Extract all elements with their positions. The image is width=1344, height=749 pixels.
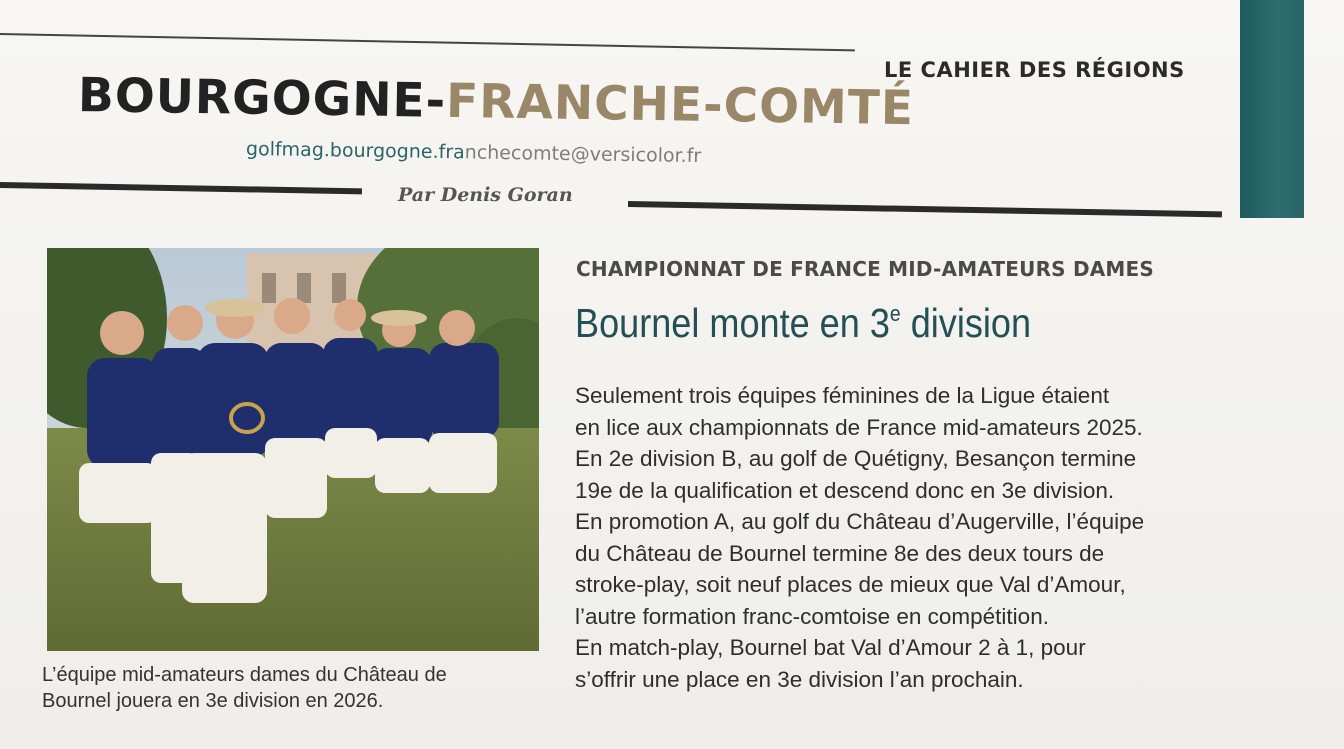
body-line: En promotion A, au golf du Château d’Augerville, l’équipe	[575, 509, 1145, 534]
body-line: En match-play, Bournel bat Val d’Amour 2 à 1, pour	[575, 635, 1086, 660]
photo-caption	[42, 662, 522, 714]
body-line: en lice aux championnats de France mid-amateurs 2025.	[575, 414, 1143, 440]
headline-pre: Bournel monte en 3	[575, 300, 890, 346]
body-line: Seulement trois équipes féminines de la Ligue étaient	[575, 383, 1110, 408]
teal-edge-bar	[1240, 0, 1304, 218]
body-line: du Château de Bournel termine 8e des deux tours de	[575, 540, 1105, 566]
caption-line-2: Bournel jouera en 3e division en 2026.	[42, 690, 384, 712]
byline-rule-right	[628, 201, 1222, 217]
body-line: l’autre formation franc-comtoise en compétition.	[575, 603, 1049, 629]
region-title	[78, 68, 915, 136]
byline-rule-left	[0, 182, 362, 194]
headline-sup: e	[889, 301, 901, 326]
email-part2: nchecomte@versicolor.fr	[464, 141, 702, 168]
article-kicker: CHAMPIONNAT DE FRANCE MID-AMATEURS DAMES	[576, 257, 1154, 281]
email-part1: golfmag.bourgogne.fra	[245, 138, 465, 164]
body-line: s’offrir une place en 3e division l’an prochain.	[575, 666, 1024, 692]
headline-post: division	[900, 300, 1032, 346]
body-line: stroke-play, soit neuf places de mieux que Val d’Amour,	[575, 572, 1126, 597]
region-title-part1: BOURGOGNE-	[77, 68, 447, 129]
team-photo	[47, 248, 539, 651]
body-line: 19e de la qualification et descend donc en 3e division.	[575, 477, 1115, 503]
caption-line-1: L’équipe mid-amateurs dames du Château de	[42, 664, 447, 686]
byline: Par Denis Goran	[398, 184, 573, 206]
contact-email	[246, 138, 702, 167]
team-photo-illustration	[47, 248, 539, 651]
top-rule	[0, 33, 855, 51]
article-headline	[575, 300, 1031, 347]
article-body	[575, 380, 1275, 695]
region-title-part2: FRANCHE-COMTÉ	[445, 73, 915, 137]
section-label: LE CAHIER DES RÉGIONS	[884, 58, 1185, 82]
body-line: En 2e division B, au golf de Quétigny, Besançon termine	[575, 446, 1137, 471]
